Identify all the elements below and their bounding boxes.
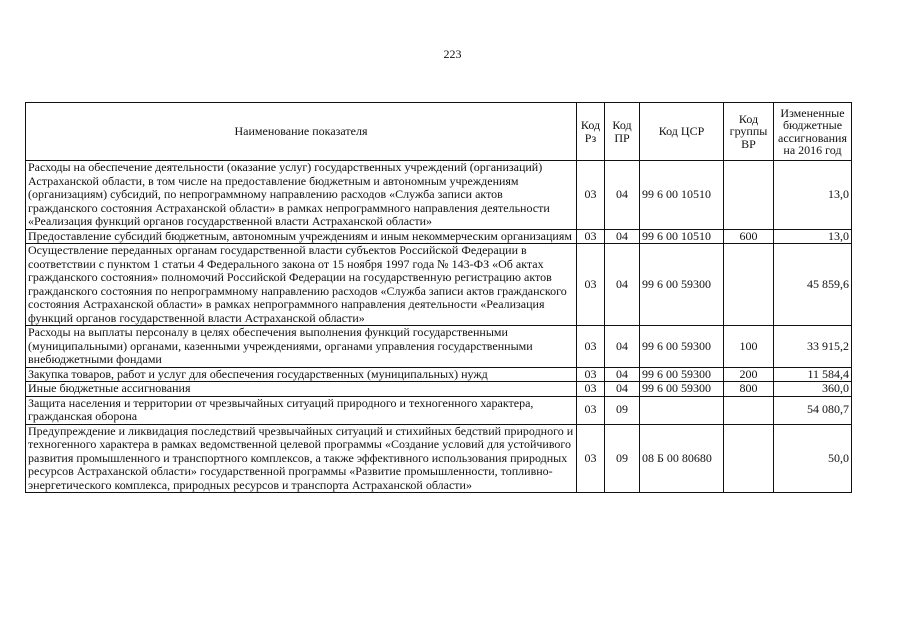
- header-pr: Код ПР: [605, 103, 640, 161]
- row-rz: 03: [577, 367, 605, 382]
- row-csr: 99 6 00 59300: [640, 326, 724, 368]
- row-amount: 360,0: [774, 382, 852, 397]
- table-row: [26, 424, 852, 493]
- row-pr: 04: [605, 382, 640, 397]
- row-csr: [640, 396, 724, 424]
- page-number: 223: [443, 47, 462, 61]
- table-row: [26, 396, 852, 424]
- row-name: Иные бюджетные ассигнования: [26, 382, 577, 397]
- row-name: Предоставление субсидий бюджетным, автономным учреждениям и иным некоммерческим организациям: [26, 229, 577, 244]
- table-row: [26, 244, 852, 326]
- row-vr: [724, 244, 774, 326]
- row-rz: 03: [577, 382, 605, 397]
- table-row: [26, 161, 852, 230]
- row-csr: 99 6 00 10510: [640, 229, 724, 244]
- table-row: [26, 326, 852, 368]
- row-csr: 99 6 00 59300: [640, 244, 724, 326]
- row-pr: 04: [605, 229, 640, 244]
- row-csr: 08 Б 00 80680: [640, 424, 724, 493]
- row-rz: 03: [577, 326, 605, 368]
- row-vr: 200: [724, 367, 774, 382]
- header-rz: Код Рз: [577, 103, 605, 161]
- row-amount: 45 859,6: [774, 244, 852, 326]
- row-name: Защита населения и территории от чрезвычайных ситуаций природного и техногенного характера, гражданская оборона: [26, 396, 577, 424]
- header-vr: Код группы ВР: [724, 103, 774, 161]
- row-rz: 03: [577, 396, 605, 424]
- row-vr: 800: [724, 382, 774, 397]
- row-amount: 11 584,4: [774, 367, 852, 382]
- row-rz: 03: [577, 229, 605, 244]
- row-rz: 03: [577, 244, 605, 326]
- header-name: Наименование показателя: [26, 103, 577, 161]
- row-rz: 03: [577, 424, 605, 493]
- row-vr: [724, 396, 774, 424]
- table-row: [26, 229, 852, 244]
- table-header-row: [26, 103, 852, 161]
- row-vr: 100: [724, 326, 774, 368]
- row-vr: [724, 424, 774, 493]
- row-name: Осуществление переданных органам государственной власти субъектов Российской Федерации в соответствии с пунктом 1 статьи 4 Федерального закона от 15 ноября 1997 года № 143-ФЗ «Об актах гражданского состояния» полномочий Российской Федерации на государственную регистрацию актов гражданского состояния по непрограммному направлению расходов «Служба записи актов гражданского состояния Астраханской области» в рамках непрограммного направления деятельности «Реализация функций органов государственной власти Астраханской области»: [26, 244, 577, 326]
- header-amount: Измененные бюджетные ассигнования на 2016 год: [774, 103, 852, 161]
- row-pr: 04: [605, 326, 640, 368]
- row-vr: [724, 161, 774, 230]
- row-pr: 04: [605, 244, 640, 326]
- row-pr: 04: [605, 161, 640, 230]
- row-csr: 99 6 00 59300: [640, 382, 724, 397]
- header-csr: Код ЦСР: [640, 103, 724, 161]
- row-name: Расходы на выплаты персоналу в целях обеспечения выполнения функций государственными (муниципальными) органами, казенными учреждениями, органами управления государственными внебюджетными фондами: [26, 326, 577, 368]
- row-name: Предупреждение и ликвидация последствий чрезвычайных ситуаций и стихийных бедствий природного и техногенного характера в рамках ведомственной целевой программы «Создание условий для устойчивого развития промышленного и транспортного комплексов, а также эффективного использования природных ресурсов Астраханской области» государственной программы «Развитие промышленности, топливно-энергетического комплекса, природных ресурсов и транспорта Астраханской области»: [26, 424, 577, 493]
- row-vr: 600: [724, 229, 774, 244]
- row-pr: 04: [605, 367, 640, 382]
- row-pr: 09: [605, 424, 640, 493]
- row-amount: 33 915,2: [774, 326, 852, 368]
- row-rz: 03: [577, 161, 605, 230]
- row-csr: 99 6 00 10510: [640, 161, 724, 230]
- row-amount: 54 080,7: [774, 396, 852, 424]
- row-csr: 99 6 00 59300: [640, 367, 724, 382]
- row-name: Закупка товаров, работ и услуг для обеспечения государственных (муниципальных) нужд: [26, 367, 577, 382]
- row-amount: 50,0: [774, 424, 852, 493]
- budget-table: [25, 102, 852, 493]
- row-amount: 13,0: [774, 229, 852, 244]
- row-pr: 09: [605, 396, 640, 424]
- table-row: [26, 367, 852, 382]
- row-name: Расходы на обеспечение деятельности (оказание услуг) государственных учреждений (организаций) Астраханской области, в том числе на предоставление бюджетным и автономным учреждениям (организациям) субсидий, по непрограммному направлению расходов «Служба записи актов гражданского состояния Астраханской области» в рамках непрограммного направления деятельности «Реализация функций органов государственной власти Астраханской области»: [26, 161, 577, 230]
- row-amount: 13,0: [774, 161, 852, 230]
- table-row: [26, 382, 852, 397]
